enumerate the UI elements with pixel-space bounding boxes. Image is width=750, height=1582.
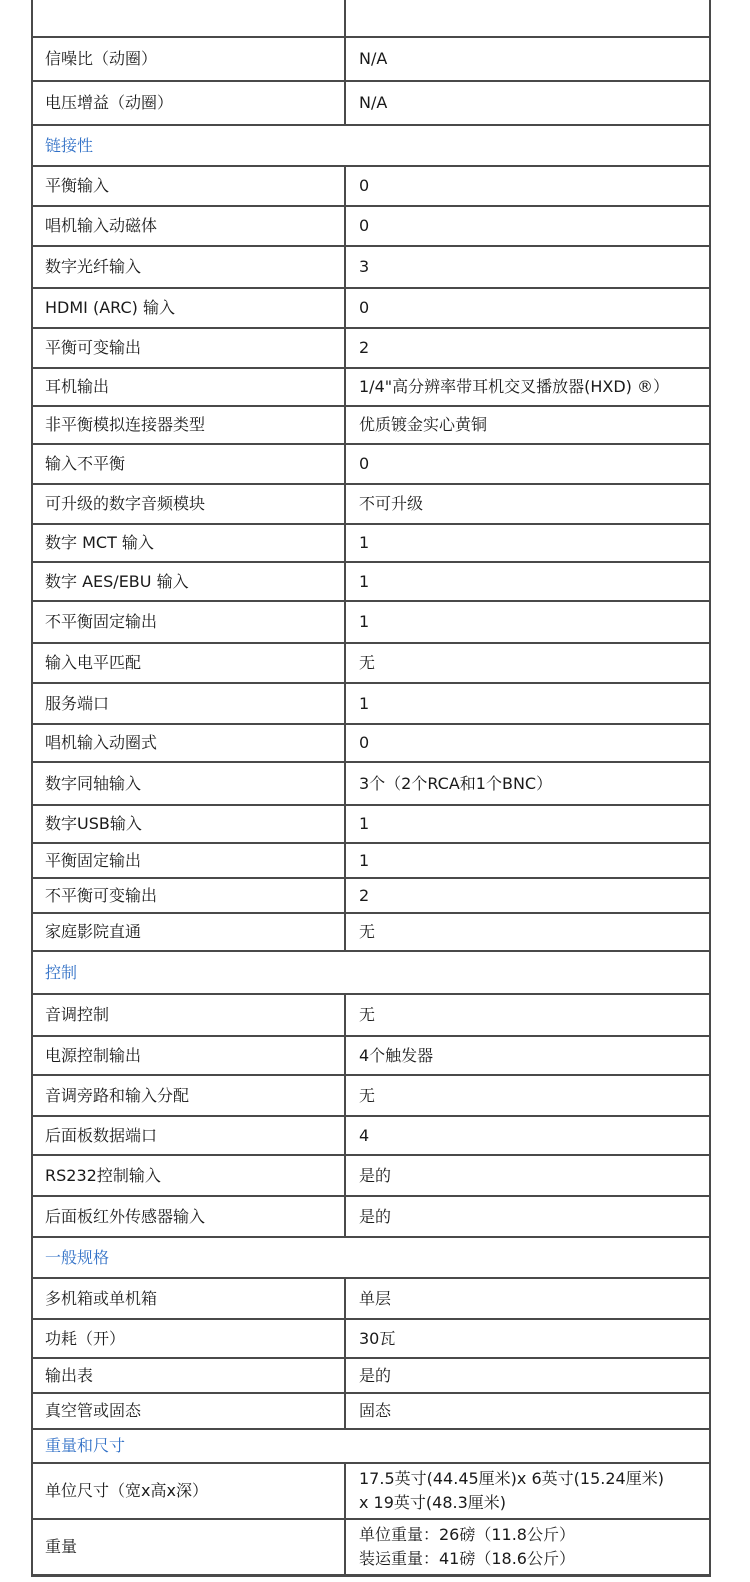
spec-label: 不平衡固定输出 <box>32 601 345 643</box>
spec-row <box>32 1319 710 1358</box>
spec-row <box>32 1036 710 1075</box>
spec-value: 不可升级 <box>345 484 710 524</box>
spec-label: 唱机输入动圈式 <box>32 724 345 762</box>
spec-label: 单位尺寸（宽x高x深） <box>32 1463 345 1519</box>
spec-value: 0 <box>345 724 710 762</box>
spec-value: 无 <box>345 643 710 683</box>
spec-label: 输入电平匹配 <box>32 643 345 683</box>
section-header-row <box>32 951 710 994</box>
spec-label: 数字同轴输入 <box>32 762 345 805</box>
spec-table <box>31 0 711 1577</box>
spec-row <box>32 0 710 37</box>
spec-row <box>32 1278 710 1319</box>
spec-label: 家庭影院直通 <box>32 913 345 951</box>
spec-value: 是的 <box>345 1358 710 1393</box>
spec-row <box>32 913 710 951</box>
spec-value: N/A <box>345 37 710 81</box>
spec-value: 4 <box>345 1116 710 1155</box>
spec-label: 耳机输出 <box>32 368 345 406</box>
spec-label: 数字 AES/EBU 输入 <box>32 562 345 601</box>
spec-value: 0 <box>345 206 710 246</box>
spec-row <box>32 246 710 288</box>
spec-row <box>32 1463 710 1519</box>
spec-row <box>32 843 710 878</box>
spec-label: 音调旁路和输入分配 <box>32 1075 345 1116</box>
spec-value: 2 <box>345 878 710 913</box>
spec-value: N/A <box>345 81 710 125</box>
spec-value: 1 <box>345 601 710 643</box>
spec-label: RS232控制输入 <box>32 1155 345 1196</box>
spec-label: 信噪比（动圈） <box>32 37 345 81</box>
spec-value-line: 装运重量：41磅（18.6公斤） <box>359 1548 575 1568</box>
spec-label: 多机箱或单机箱 <box>32 1278 345 1319</box>
spec-table-body <box>32 0 710 1575</box>
spec-value: 0 <box>345 444 710 484</box>
spec-row <box>32 724 710 762</box>
spec-value: 1 <box>345 683 710 724</box>
section-header-row <box>32 125 710 166</box>
spec-value: 3 <box>345 246 710 288</box>
section-header-row <box>32 1429 710 1463</box>
spec-value <box>345 0 710 37</box>
spec-row <box>32 1358 710 1393</box>
spec-row <box>32 166 710 206</box>
spec-row <box>32 1196 710 1237</box>
spec-row <box>32 878 710 913</box>
spec-label: 输入不平衡 <box>32 444 345 484</box>
section-header-row <box>32 1237 710 1278</box>
spec-value <box>345 1463 710 1519</box>
spec-value: 是的 <box>345 1155 710 1196</box>
spec-label: 唱机输入动磁体 <box>32 206 345 246</box>
spec-value: 1/4"高分辨率带耳机交叉播放器(HXD) ®） <box>345 368 710 406</box>
spec-row <box>32 444 710 484</box>
spec-label: 平衡可变输出 <box>32 328 345 368</box>
spec-label: 后面板红外传感器输入 <box>32 1196 345 1237</box>
spec-value <box>345 1519 710 1575</box>
spec-row <box>32 601 710 643</box>
section-title: 重量和尺寸 <box>32 1429 710 1463</box>
spec-label: 可升级的数字音频模块 <box>32 484 345 524</box>
spec-value-line: x 19英寸(48.3厘米) <box>359 1493 507 1512</box>
spec-row <box>32 484 710 524</box>
spec-value-line: 单位重量：26磅（11.8公斤） <box>359 1524 575 1544</box>
spec-label: 电压增益（动圈） <box>32 81 345 125</box>
spec-value: 30瓦 <box>345 1319 710 1358</box>
section-title: 一般规格 <box>32 1237 710 1278</box>
spec-row <box>32 762 710 805</box>
spec-row <box>32 524 710 562</box>
spec-row <box>32 1155 710 1196</box>
spec-label: 电源控制输出 <box>32 1036 345 1075</box>
spec-label: 重量 <box>32 1519 345 1575</box>
spec-row <box>32 643 710 683</box>
spec-value: 无 <box>345 1075 710 1116</box>
spec-label: 真空管或固态 <box>32 1393 345 1429</box>
spec-value: 1 <box>345 843 710 878</box>
spec-value: 4个触发器 <box>345 1036 710 1075</box>
spec-value: 1 <box>345 805 710 843</box>
spec-value: 1 <box>345 562 710 601</box>
spec-row <box>32 37 710 81</box>
spec-value-line: 17.5英寸(44.45厘米)x 6英寸(15.24厘米) <box>359 1469 664 1488</box>
spec-label: 后面板数据端口 <box>32 1116 345 1155</box>
spec-label: HDMI (ARC) 输入 <box>32 288 345 328</box>
spec-value: 0 <box>345 288 710 328</box>
spec-row <box>32 805 710 843</box>
spec-label: 平衡输入 <box>32 166 345 206</box>
section-title: 控制 <box>32 951 710 994</box>
spec-value: 无 <box>345 994 710 1036</box>
section-title: 链接性 <box>32 125 710 166</box>
spec-label: 数字USB输入 <box>32 805 345 843</box>
spec-label: 功耗（开） <box>32 1319 345 1358</box>
spec-label: 非平衡模拟连接器类型 <box>32 406 345 444</box>
spec-row <box>32 81 710 125</box>
spec-value: 3个（2个RCA和1个BNC） <box>345 762 710 805</box>
spec-row <box>32 288 710 328</box>
spec-row <box>32 406 710 444</box>
spec-value: 2 <box>345 328 710 368</box>
spec-label: 服务端口 <box>32 683 345 724</box>
spec-label <box>32 0 345 37</box>
spec-row <box>32 994 710 1036</box>
spec-row <box>32 1116 710 1155</box>
spec-row <box>32 1393 710 1429</box>
spec-row <box>32 1519 710 1575</box>
spec-value: 单层 <box>345 1278 710 1319</box>
spec-label: 输出表 <box>32 1358 345 1393</box>
spec-row <box>32 328 710 368</box>
spec-row <box>32 562 710 601</box>
spec-row <box>32 1075 710 1116</box>
spec-value: 优质镀金实心黄铜 <box>345 406 710 444</box>
spec-row <box>32 206 710 246</box>
spec-label: 数字光纤输入 <box>32 246 345 288</box>
spec-value: 1 <box>345 524 710 562</box>
spec-row <box>32 683 710 724</box>
spec-label: 平衡固定输出 <box>32 843 345 878</box>
spec-value: 无 <box>345 913 710 951</box>
spec-value: 固态 <box>345 1393 710 1429</box>
spec-label: 音调控制 <box>32 994 345 1036</box>
spec-label: 数字 MCT 输入 <box>32 524 345 562</box>
spec-value: 0 <box>345 166 710 206</box>
spec-value: 是的 <box>345 1196 710 1237</box>
spec-label: 不平衡可变输出 <box>32 878 345 913</box>
spec-row <box>32 368 710 406</box>
